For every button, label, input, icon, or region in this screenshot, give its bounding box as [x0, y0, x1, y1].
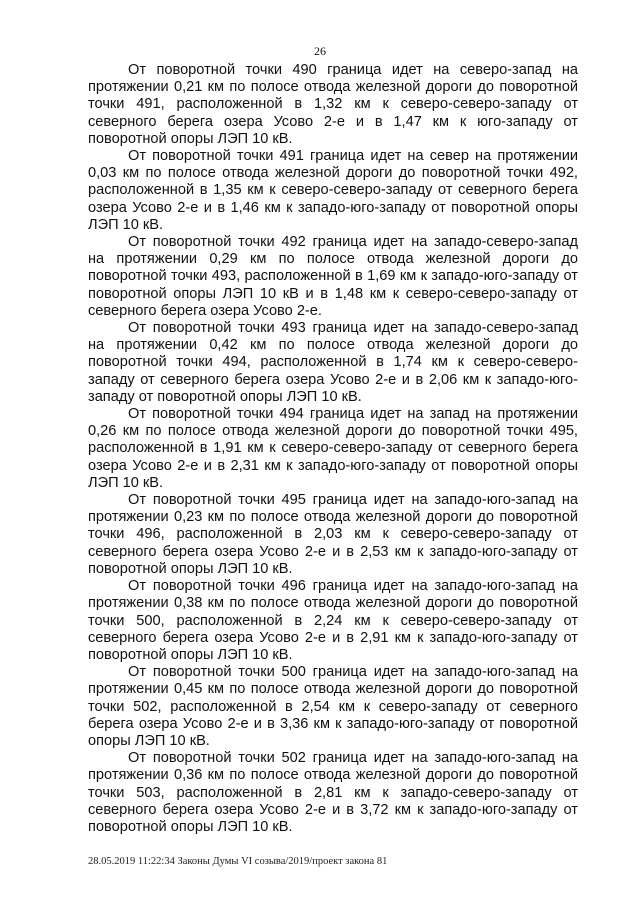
paragraph-2: От поворотной точки 491 граница идет на север на протяжении 0,03 км по полосе отвода железной дороги до поворотной точки 492, расположенной в 1,35 км к северо-северо-западу от северного берега озера Усово 2-е и в 1,46 км к западо-юго-западу от поворотной опоры ЛЭП 10 кВ.	[88, 148, 578, 233]
document-body	[88, 62, 578, 836]
paragraph-9: От поворотной точки 502 граница идет на западо-юго-запад на протяжении 0,36 км по полосе отвода железной дороги до поворотной точки 503, расположенной в 2,81 км к западо-северо-западу от северного берега озера Усово 2-е и в 3,72 км к западо-юго-западу от поворотной опоры ЛЭП 10 кВ.	[88, 750, 578, 835]
paragraph-4: От поворотной точки 493 граница идет на западо-северо-запад на протяжении 0,42 км по полосе отвода железной дороги до поворотной точки 494, расположенной в 1,74 км к северо-северо-западу от северного берега озера Усово 2-е и в 2,06 км к западо-юго-западу от поворотной опоры ЛЭП 10 кВ.	[88, 320, 578, 405]
paragraph-5: От поворотной точки 494 граница идет на запад на протяжении 0,26 км по полосе отвода железной дороги до поворотной точки 495, расположенной в 1,91 км к северо-северо-западу от северного берега озера Усово 2-е и в 2,31 км к западо-юго-западу от поворотной опоры ЛЭП 10 кВ.	[88, 406, 578, 491]
paragraph-6: От поворотной точки 495 граница идет на западо-юго-запад на протяжении 0,23 км по полосе отвода железной дороги до поворотной точки 496, расположенной в 2,03 км к северо-северо-западу от северного берега озера Усово 2-е и в 2,53 км к западо-юго-западу от поворотной опоры ЛЭП 10 кВ.	[88, 492, 578, 577]
paragraph-1: От поворотной точки 490 граница идет на северо-запад на протяжении 0,21 км по полосе отвода железной дороги до поворотной точки 491, расположенной в 1,32 км к северо-северо-западу от северного берега озера Усово 2-е и в 1,47 км к юго-западу от поворотной опоры ЛЭП 10 кВ.	[88, 62, 578, 147]
document-footer: 28.05.2019 11:22:34 Законы Думы VI созыва/2019/проект закона 81	[88, 856, 388, 867]
page-number: 26	[314, 44, 326, 58]
paragraph-7: От поворотной точки 496 граница идет на западо-юго-запад на протяжении 0,38 км по полосе отвода железной дороги до поворотной точки 500, расположенной в 2,24 км к северо-северо-западу от северного берега озера Усово 2-е и в 2,91 км к западо-юго-западу от поворотной опоры ЛЭП 10 кВ.	[88, 578, 578, 663]
paragraph-8: От поворотной точки 500 граница идет на западо-юго-запад на протяжении 0,45 км по полосе отвода железной дороги до поворотной точки 502, расположенной в 2,54 км к северо-западу от северного берега озера Усово 2-е и в 3,36 км к западо-юго-западу от поворотной опоры ЛЭП 10 кВ.	[88, 664, 578, 749]
paragraph-3: От поворотной точки 492 граница идет на западо-северо-запад на протяжении 0,29 км по полосе отвода железной дороги до поворотной точки 493, расположенной в 1,69 км к западо-юго-западу от поворотной опоры ЛЭП 10 кВ и в 1,48 км к северо-северо-западу от северного берега озера Усово 2-е.	[88, 234, 578, 319]
